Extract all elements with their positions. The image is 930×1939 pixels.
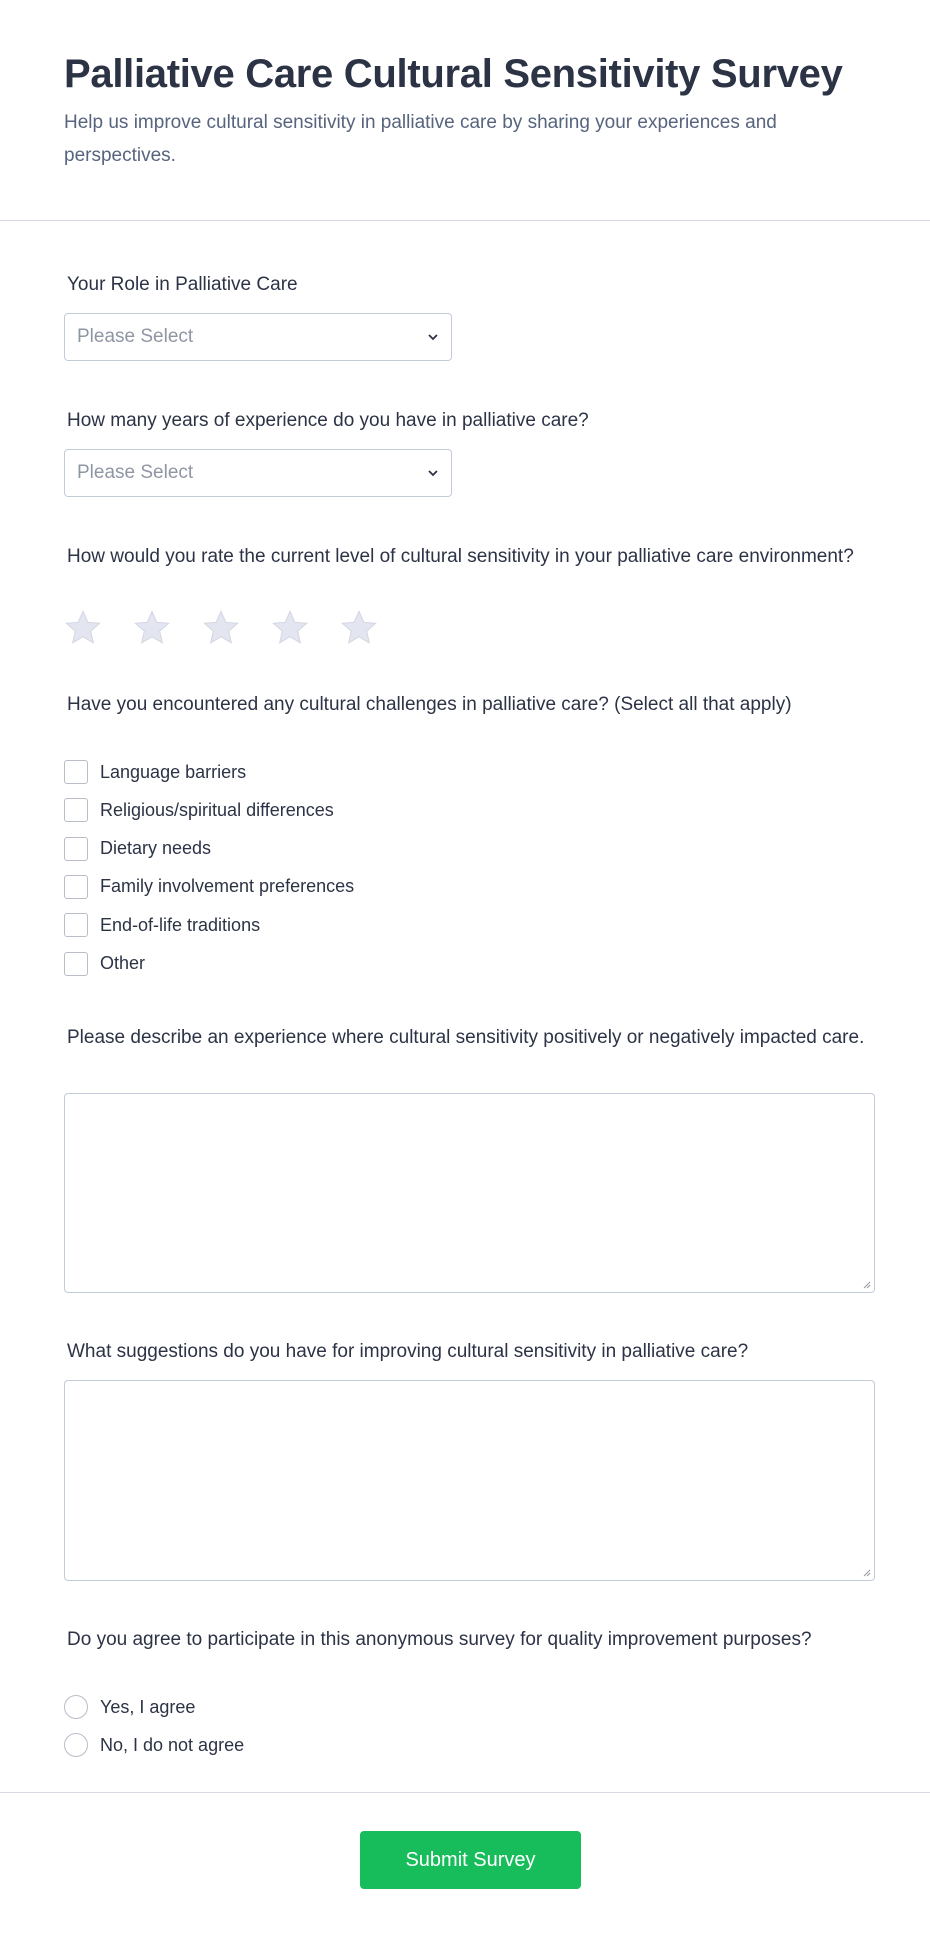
checkbox[interactable] [64,952,88,976]
challenge-option-label: Other [100,953,146,973]
chevron-down-icon [427,333,439,341]
experience-label: How many years of experience do you have in palliative care? [67,410,589,431]
role-select[interactable] [64,313,452,361]
radio-button[interactable] [64,1695,88,1719]
radio-button[interactable] [64,1733,88,1757]
consent-option[interactable] [64,1733,244,1757]
role-label: Your Role in Palliative Care [67,274,298,295]
experience-select[interactable] [64,449,452,497]
star-icon[interactable] [339,608,379,648]
star-icon[interactable] [270,608,310,648]
role-select-value: Please Select [77,326,194,347]
challenge-option-label: Language barriers [100,761,247,782]
experience-description-textarea[interactable] [64,1093,875,1293]
checkbox[interactable] [64,798,88,822]
resize-grip-icon[interactable] [863,1569,871,1577]
suggestions-textarea[interactable] [64,1380,875,1581]
experience-select-value: Please Select [77,462,194,483]
chevron-down-icon [427,469,439,477]
star-icon[interactable] [132,608,172,648]
experience-description-label: Please describe an experience where cultural sensitivity positively or negatively impacted care. [67,1027,865,1048]
consent-option-label: Yes, I agree [100,1696,196,1717]
consent-option-label: No, I do not agree [100,1734,245,1755]
star-icon[interactable] [201,608,241,648]
footer-divider [0,1792,930,1793]
submit-survey-button[interactable]: Submit Survey [360,1831,581,1889]
consent-label: Do you agree to participate in this anonymous survey for quality improvement purposes? [67,1629,812,1650]
consent-option[interactable] [64,1695,195,1719]
challenge-option-label: Family involvement preferences [100,876,355,897]
page-title: Palliative Care Cultural Sensitivity Survey [64,52,843,96]
resize-grip-icon[interactable] [863,1281,871,1289]
star-icon[interactable] [63,608,103,648]
page-subtitle: Help us improve cultural sensitivity in palliative care by sharing your experiences and perspectives. [64,112,777,166]
challenge-option[interactable] [64,760,246,784]
challenge-option-label: End-of-life traditions [100,914,261,935]
challenge-option[interactable] [64,875,354,899]
challenge-option-label: Religious/spiritual differences [100,799,334,820]
checkbox[interactable] [64,760,88,784]
suggestions-label: What suggestions do you have for improving cultural sensitivity in palliative care? [67,1341,749,1362]
challenge-option-label: Dietary needs [100,838,212,859]
checkbox[interactable] [64,913,88,937]
challenges-label: Have you encountered any cultural challenges in palliative care? (Select all that apply) [67,694,792,715]
challenge-option[interactable] [64,913,260,937]
checkbox[interactable] [64,837,88,861]
checkbox[interactable] [64,875,88,899]
challenge-option[interactable] [64,837,211,861]
header-divider [0,220,930,221]
rating-label: How would you rate the current level of cultural sensitivity in your palliative care environment? [67,546,854,567]
rating-stars [63,608,379,648]
challenge-option[interactable] [64,952,145,976]
challenge-option[interactable] [64,798,334,822]
